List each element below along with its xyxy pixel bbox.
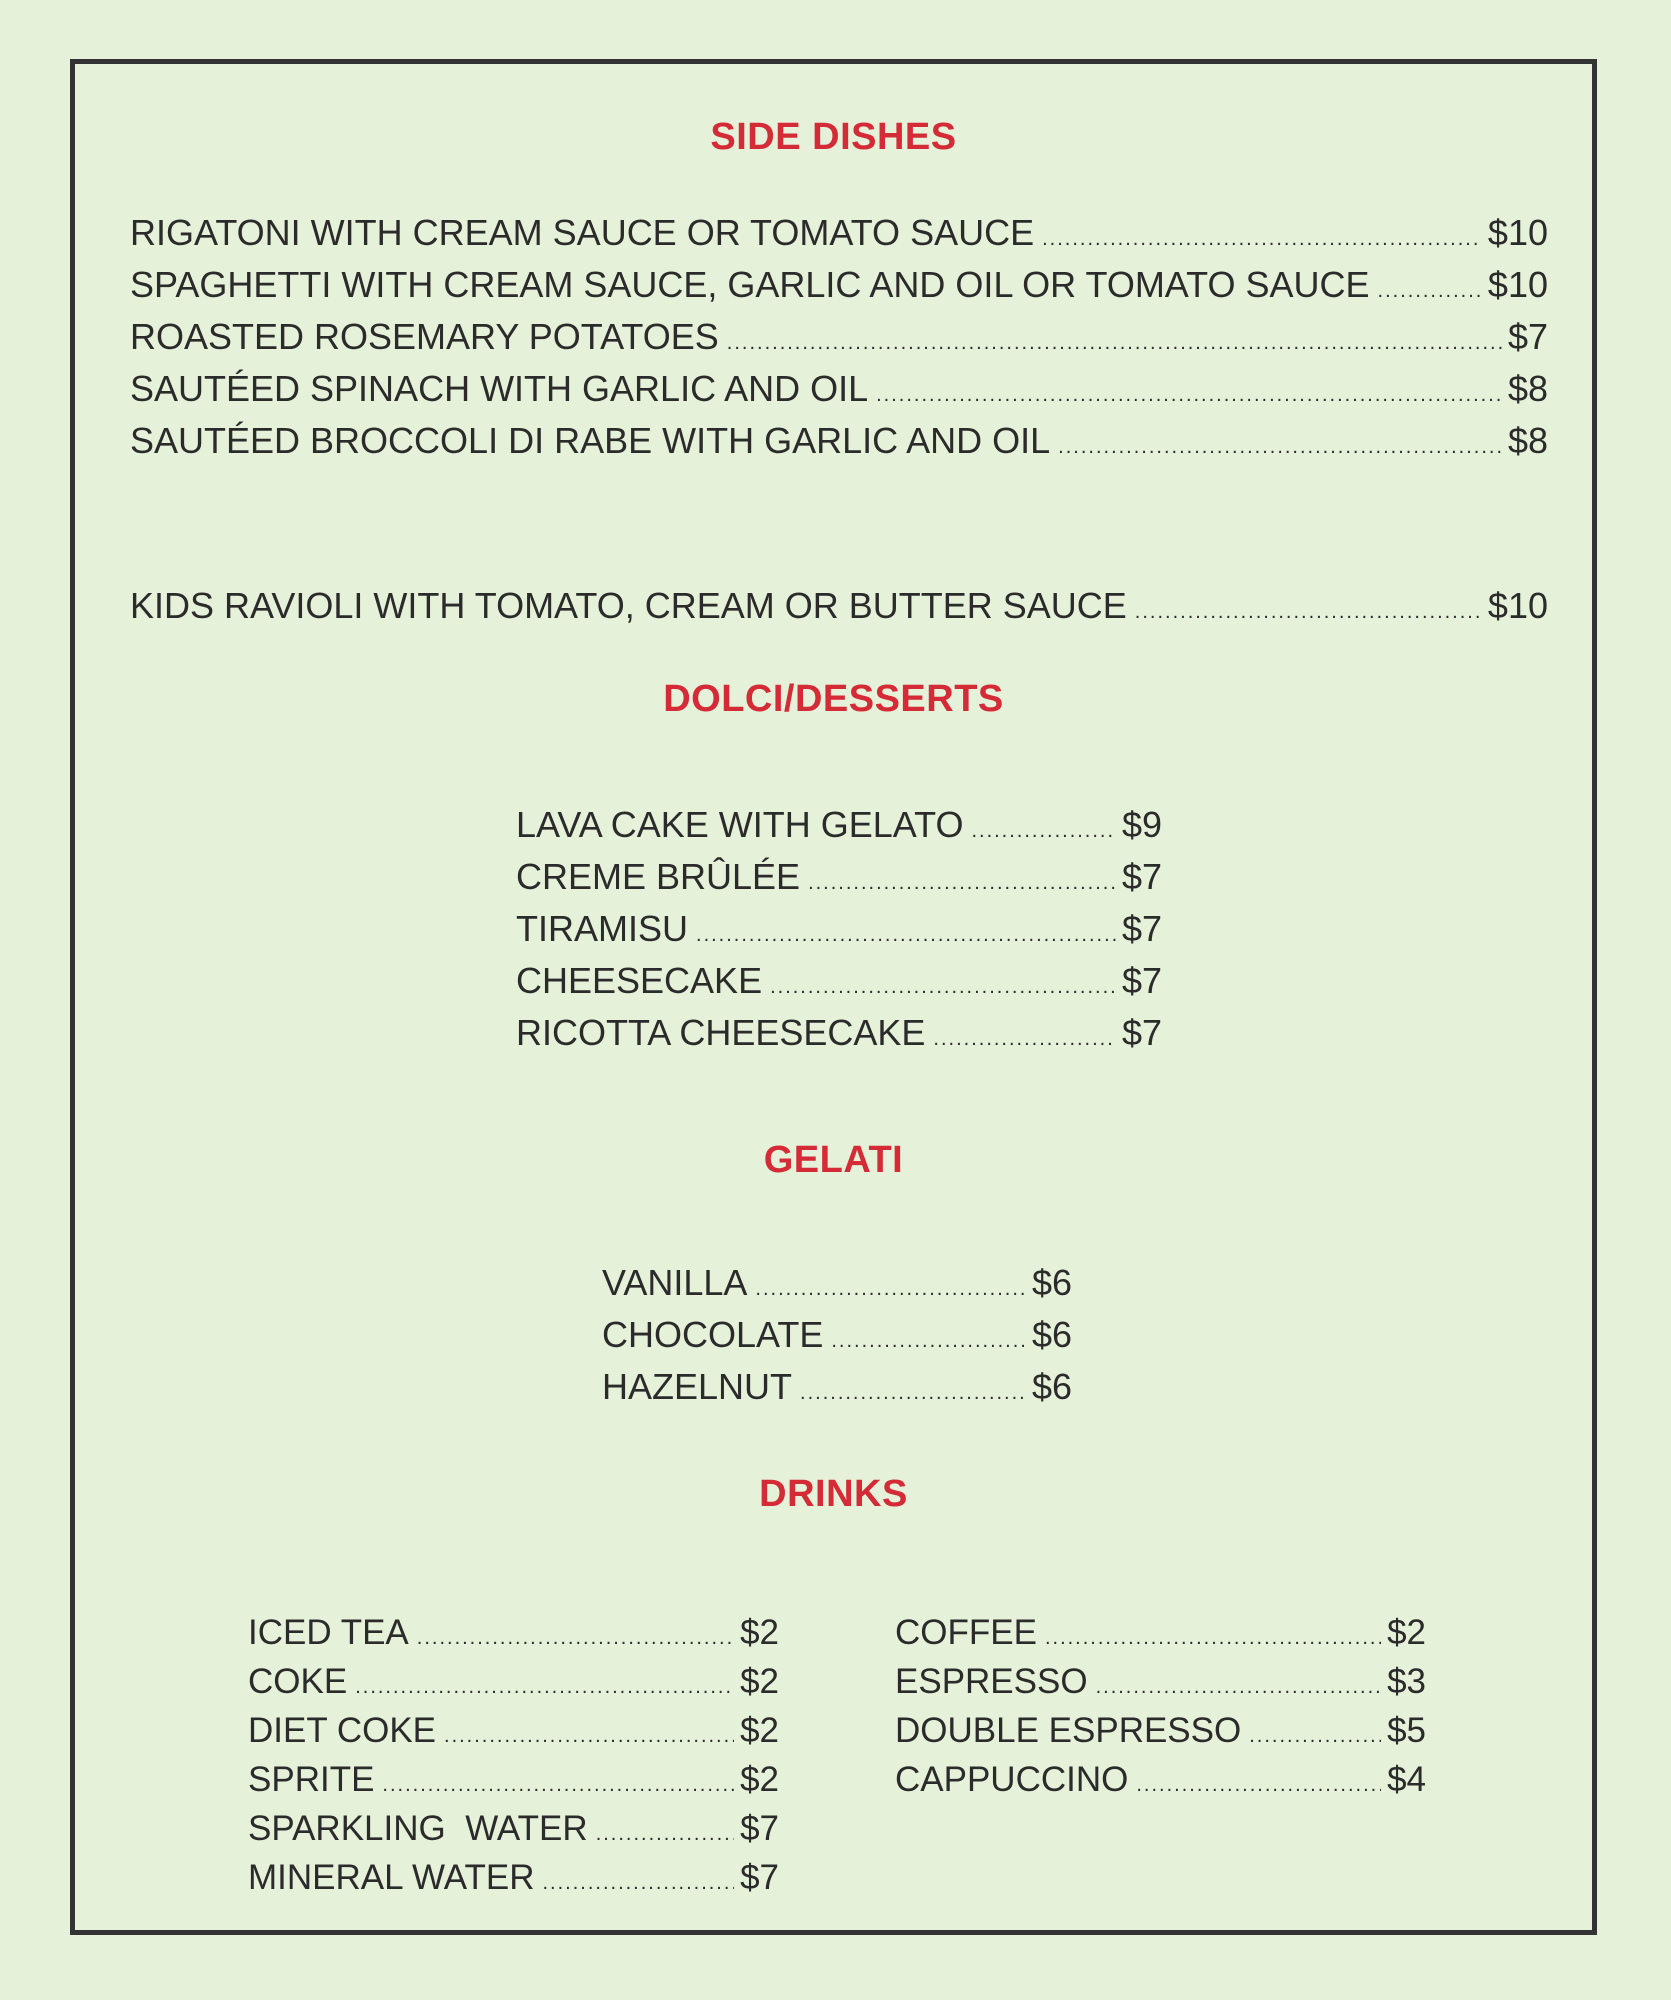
list-item bbox=[130, 264, 1548, 316]
item-price: $8 bbox=[1507, 420, 1548, 461]
desserts-heading: DOLCI/DESSERTS bbox=[663, 678, 1004, 720]
item-price: $5 bbox=[1387, 1711, 1426, 1750]
list-item bbox=[602, 1314, 1072, 1366]
item-price: $6 bbox=[1031, 1314, 1072, 1355]
item-price: $2 bbox=[740, 1613, 779, 1652]
gelati-heading: GELATI bbox=[763, 1139, 904, 1181]
dot-leader bbox=[933, 1012, 1116, 1054]
dot-leader bbox=[382, 1760, 734, 1800]
list-item bbox=[248, 1711, 779, 1760]
list-item bbox=[895, 1760, 1426, 1809]
item-name: LAVA CAKE WITH GELATO bbox=[516, 804, 964, 845]
gelati-list bbox=[602, 1262, 1072, 1418]
dot-leader bbox=[417, 1613, 734, 1653]
item-price: $7 bbox=[1121, 908, 1162, 949]
dot-leader bbox=[831, 1314, 1026, 1356]
item-name: KIDS RAVIOLI WITH TOMATO, CREAM OR BUTTER SAUCE bbox=[130, 585, 1127, 626]
drinks-list-left bbox=[248, 1613, 779, 1907]
item-name: VANILLA bbox=[602, 1262, 748, 1303]
item-name: ICED TEA bbox=[248, 1613, 409, 1652]
side-dishes-list bbox=[130, 212, 1548, 472]
dot-leader bbox=[971, 804, 1116, 846]
item-name: CHOCOLATE bbox=[602, 1314, 824, 1355]
list-item bbox=[516, 908, 1162, 960]
item-price: $6 bbox=[1031, 1366, 1072, 1407]
list-item bbox=[602, 1262, 1072, 1314]
item-name: DIET COKE bbox=[248, 1711, 437, 1750]
list-item bbox=[248, 1858, 779, 1907]
list-item bbox=[516, 960, 1162, 1012]
dot-leader bbox=[1042, 212, 1482, 254]
dot-leader bbox=[543, 1858, 735, 1898]
dot-leader bbox=[755, 1262, 1026, 1304]
list-item bbox=[130, 585, 1548, 637]
item-name: HAZELNUT bbox=[602, 1366, 793, 1407]
list-item bbox=[516, 1012, 1162, 1064]
item-name: RIGATONI WITH CREAM SAUCE OR TOMATO SAUCE bbox=[130, 212, 1035, 253]
item-price: $3 bbox=[1387, 1662, 1426, 1701]
menu-frame bbox=[70, 59, 1597, 1935]
item-name: CHEESECAKE bbox=[516, 960, 763, 1001]
list-item bbox=[516, 856, 1162, 908]
item-price: $7 bbox=[740, 1858, 779, 1897]
list-item bbox=[895, 1711, 1426, 1760]
item-name: CREME BRÛLÉE bbox=[516, 856, 801, 897]
dot-leader bbox=[800, 1366, 1026, 1408]
dot-leader bbox=[1058, 420, 1502, 462]
item-name: SPARKLING WATER bbox=[248, 1809, 588, 1848]
dot-leader bbox=[1378, 264, 1482, 306]
item-name: TIRAMISU bbox=[516, 908, 689, 949]
item-price: $7 bbox=[1121, 1012, 1162, 1053]
list-item bbox=[248, 1613, 779, 1662]
list-item bbox=[130, 316, 1548, 368]
dot-leader bbox=[444, 1711, 734, 1751]
list-item bbox=[895, 1613, 1426, 1662]
dot-leader bbox=[1249, 1711, 1381, 1751]
item-price: $10 bbox=[1487, 585, 1548, 626]
list-item bbox=[130, 368, 1548, 420]
item-price: $7 bbox=[1121, 960, 1162, 1001]
list-item bbox=[248, 1809, 779, 1858]
item-price: $2 bbox=[740, 1760, 779, 1799]
list-item bbox=[248, 1662, 779, 1711]
item-price: $2 bbox=[740, 1662, 779, 1701]
item-price: $10 bbox=[1487, 212, 1548, 253]
dot-leader bbox=[355, 1662, 734, 1702]
list-item bbox=[248, 1760, 779, 1809]
item-price: $7 bbox=[740, 1809, 779, 1848]
dot-leader bbox=[727, 316, 1502, 358]
dot-leader bbox=[876, 368, 1502, 410]
item-name: MINERAL WATER bbox=[248, 1858, 535, 1897]
item-name: SAUTÉED SPINACH WITH GARLIC AND OIL bbox=[130, 368, 869, 409]
dot-leader bbox=[696, 908, 1116, 950]
item-price: $4 bbox=[1387, 1760, 1426, 1799]
item-price: $2 bbox=[740, 1711, 779, 1750]
side-dishes-heading: SIDE DISHES bbox=[710, 116, 957, 158]
item-name: SPRITE bbox=[248, 1760, 375, 1799]
item-price: $2 bbox=[1387, 1613, 1426, 1652]
item-name: ROASTED ROSEMARY POTATOES bbox=[130, 316, 719, 357]
item-name: SAUTÉED BROCCOLI DI RABE WITH GARLIC AND OIL bbox=[130, 420, 1051, 461]
item-name: RICOTTA CHEESECAKE bbox=[516, 1012, 926, 1053]
dot-leader bbox=[1136, 1760, 1381, 1800]
item-name: SPAGHETTI WITH CREAM SAUCE, GARLIC AND OIL OR TOMATO SAUCE bbox=[130, 264, 1370, 305]
drinks-list-right bbox=[895, 1613, 1426, 1809]
item-price: $8 bbox=[1507, 368, 1548, 409]
list-item bbox=[895, 1662, 1426, 1711]
list-item bbox=[602, 1366, 1072, 1418]
dot-leader bbox=[1096, 1662, 1381, 1702]
item-name: COFFEE bbox=[895, 1613, 1037, 1652]
item-price: $7 bbox=[1507, 316, 1548, 357]
item-name: COKE bbox=[248, 1662, 348, 1701]
item-price: $6 bbox=[1031, 1262, 1072, 1303]
item-price: $10 bbox=[1487, 264, 1548, 305]
dot-leader bbox=[1135, 585, 1482, 627]
item-name: CAPPUCCINO bbox=[895, 1760, 1129, 1799]
kids-list bbox=[130, 585, 1548, 637]
list-item bbox=[516, 804, 1162, 856]
item-name: ESPRESSO bbox=[895, 1662, 1088, 1701]
desserts-list bbox=[516, 804, 1162, 1064]
dot-leader bbox=[770, 960, 1116, 1002]
list-item bbox=[130, 212, 1548, 264]
dot-leader bbox=[808, 856, 1116, 898]
item-price: $9 bbox=[1121, 804, 1162, 845]
list-item bbox=[130, 420, 1548, 472]
item-name: DOUBLE ESPRESSO bbox=[895, 1711, 1242, 1750]
dot-leader bbox=[1045, 1613, 1381, 1653]
item-price: $7 bbox=[1121, 856, 1162, 897]
dot-leader bbox=[596, 1809, 734, 1849]
drinks-heading: DRINKS bbox=[759, 1473, 908, 1515]
